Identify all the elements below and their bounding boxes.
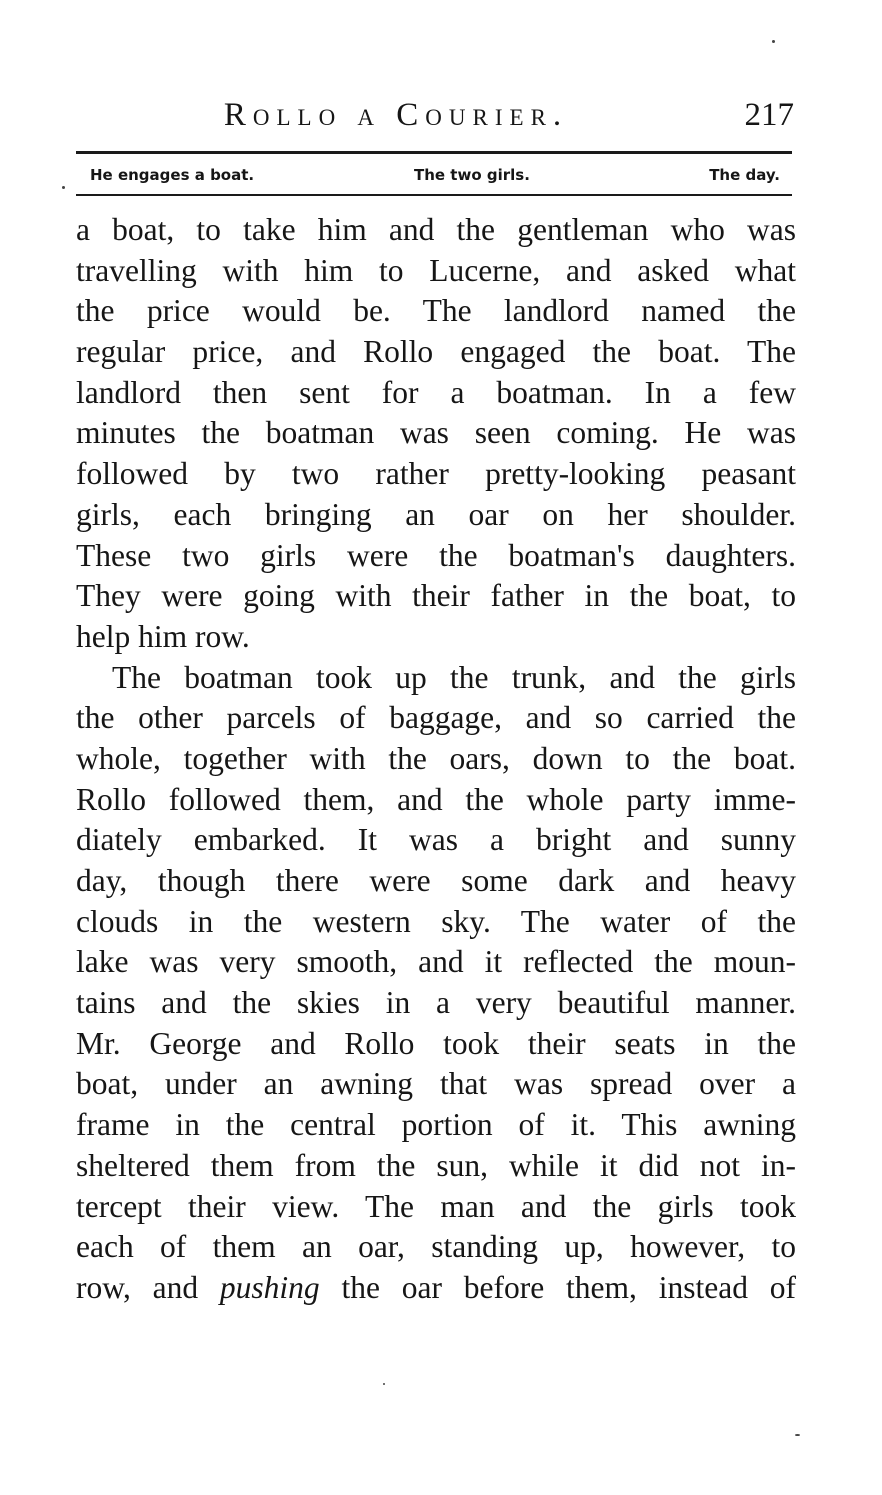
text-line: These two girls were the boatman's daughters.	[76, 537, 796, 573]
print-speck	[795, 1434, 800, 1436]
text-line: clouds in the western sky. The water of the	[76, 903, 796, 939]
header-rule-bottom	[76, 194, 792, 196]
text-line: Mr. George and Rollo took their seats in the	[76, 1025, 796, 1061]
headnote-center: The two girls.	[414, 166, 530, 184]
paragraph-1	[76, 210, 796, 658]
text-line: help him row.	[76, 618, 250, 654]
text-line: travelling with him to Lucerne, and asked what	[76, 252, 796, 288]
text-line: diately embarked. It was a bright and sunny	[76, 822, 796, 858]
headnote-right: The day.	[709, 166, 780, 184]
text-line: frame in the central portion of it. This awning	[76, 1107, 796, 1143]
print-speck	[772, 40, 775, 43]
running-title: Rollo a Courier.	[223, 97, 569, 133]
emphasized-word: pushing	[219, 1269, 320, 1305]
running-head	[76, 90, 796, 140]
final-line-after: the oar before them, instead of	[319, 1269, 796, 1305]
text-line: tercept their view. The man and the girls took	[76, 1188, 796, 1224]
text-line: lake was very smooth, and it reflected the moun-	[76, 944, 796, 980]
text-line-final	[76, 1268, 796, 1309]
text-line: the other parcels of baggage, and so carried the	[76, 700, 796, 736]
text-line: They were going with their father in the boat, to	[76, 578, 796, 614]
text-line: Rollo followed them, and the whole party imme-	[76, 781, 796, 817]
text-line: landlord then sent for a boatman. In a few	[76, 374, 796, 410]
text-line: girls, each bringing an oar on her shoulder.	[76, 496, 796, 532]
page-number: 217	[744, 97, 794, 133]
header-rule-top	[76, 151, 792, 154]
final-line-before: row, and	[76, 1269, 220, 1305]
text-line: a boat, to take him and the gentleman who was	[76, 212, 796, 247]
text-line: day, though there were some dark and heavy	[76, 863, 796, 898]
text-line: regular price, and Rollo engaged the boat. The	[76, 334, 796, 370]
text-line: each of them an oar, standing up, however, to	[76, 1229, 796, 1265]
text-line: boat, under an awning that was spread over a	[76, 1066, 796, 1102]
headnotes	[90, 160, 780, 190]
paragraph-2	[76, 658, 796, 1309]
text-line: minutes the boatman was seen coming. He was	[76, 415, 796, 451]
text-line: whole, together with the oars, down to the boat.	[76, 740, 796, 776]
text-line: followed by two rather pretty-looking peasant	[76, 456, 796, 492]
text-line: the price would be. The landlord named the	[76, 293, 796, 329]
body-text	[76, 210, 796, 1309]
print-speck	[62, 186, 65, 189]
headnote-left: He engages a boat.	[90, 166, 255, 184]
text-line: The boatman took up the trunk, and the girls	[112, 659, 796, 695]
print-speck	[383, 1383, 385, 1385]
text-line: tains and the skies in a very beautiful manner.	[76, 985, 796, 1021]
text-line: sheltered them from the sun, while it did not in-	[76, 1147, 796, 1183]
